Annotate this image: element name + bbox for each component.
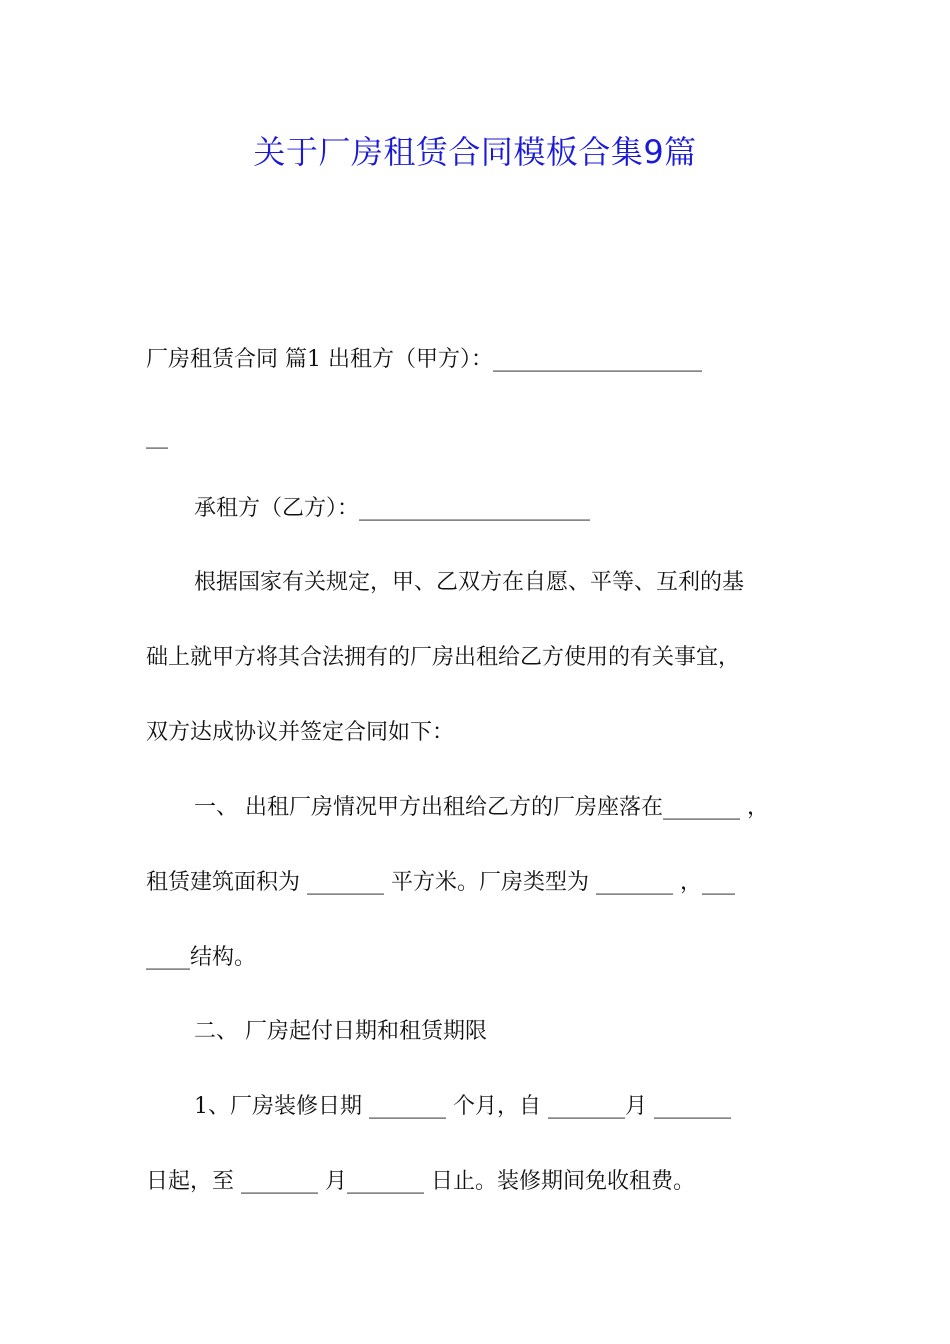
- text-line: 一、 出租厂房情况甲方出租给乙方的厂房座落在_______ ，: [194, 795, 769, 820]
- document-title: 关于厂房租赁合同模板合集9篇: [253, 133, 697, 171]
- text-line: 承租方（乙方）：_____________________: [194, 496, 591, 521]
- text-line: 础上就甲方将其合法拥有的厂房出租给乙方使用的有关事宜，: [146, 645, 741, 670]
- text-line: 二、 厂房起付日期和租赁期限: [194, 1019, 487, 1044]
- text-line: 根据国家有关规定，甲、乙双方在自愿、平等、互利的基: [194, 570, 745, 595]
- text-line: 日起，至 _______ 月_______ 日止。装修期间免收租费。: [146, 1169, 695, 1194]
- text-line: __: [146, 424, 168, 449]
- text-line: 双方达成协议并签定合同如下：: [146, 720, 455, 745]
- text-line: 1、厂房装修日期 _______ 个月，自 _______月 _______: [194, 1094, 731, 1119]
- text-line: ____结构。: [146, 945, 257, 970]
- text-line: 租赁建筑面积为 _______ 平方米。厂房类型为 _______ ，___: [146, 870, 735, 895]
- text-line: 厂房租赁合同 篇1 出租方（甲方）：___________________: [146, 347, 702, 372]
